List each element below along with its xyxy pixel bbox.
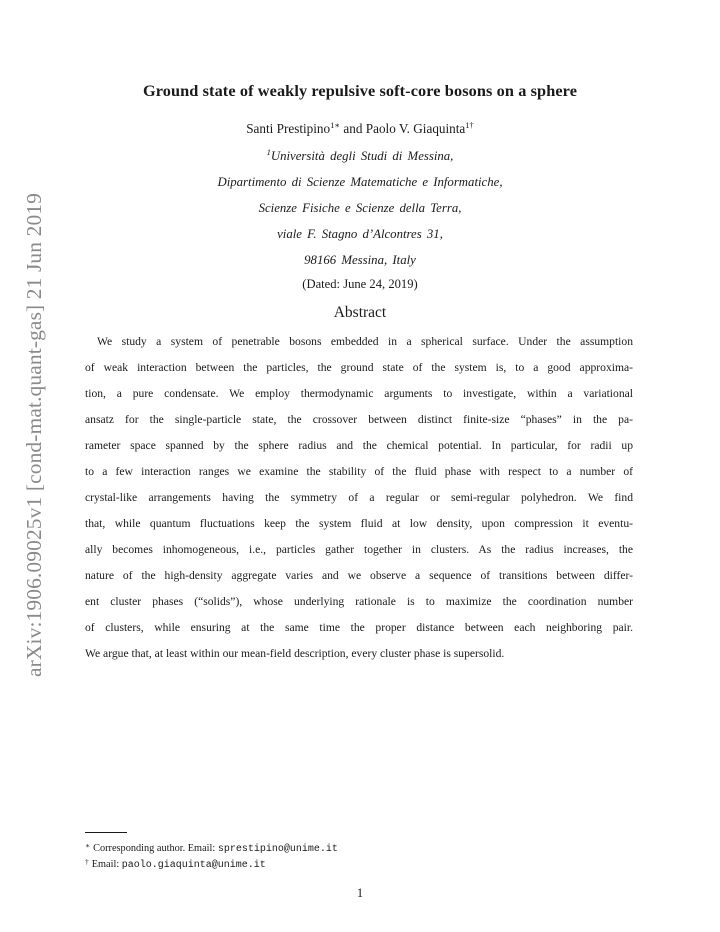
footnote-text: Corresponding author. Email:: [93, 843, 218, 854]
affiliation-block: [0, 146, 720, 276]
author-name: Paolo V. Giaquinta: [365, 121, 466, 136]
abstract-line: crystal-like arrangements having the symmetry of a regular or semi-regular polyhedron. We find: [85, 491, 633, 504]
footnote-rule: [85, 832, 127, 833]
abstract-line: rameter space spanned by the sphere radius and the chemical potential. In particular, for radii up: [85, 439, 633, 452]
date-line: (Dated: June 24, 2019): [302, 277, 418, 291]
author-marks: 1†: [465, 120, 474, 130]
abstract-heading: Abstract: [333, 304, 387, 321]
page-number: 1: [356, 886, 364, 900]
author-name: Santi Prestipino: [246, 121, 331, 136]
affiliation-mark: 1: [266, 147, 271, 157]
email-link[interactable]: paolo.giaquinta@unime.it: [121, 860, 266, 871]
affiliation-line: Scienze Fisiche e Scienze della Terra,: [258, 201, 462, 215]
author-list: [0, 121, 720, 137]
abstract-line: nature of the high-density aggregate varies and we observe a sequence of transitions between differ-: [85, 569, 633, 582]
abstract-line: We study a system of penetrable bosons embedded in a spherical surface. Under the assumption: [97, 335, 633, 348]
abstract-line: ally becomes inhomogeneous, i.e., particles gather together in clusters. As the radius increases, the: [85, 543, 633, 556]
footnotes: [85, 838, 338, 870]
email-link[interactable]: sprestipino@unime.it: [217, 844, 338, 855]
footnote-text: Email:: [91, 859, 122, 870]
footnote: [85, 838, 338, 854]
affiliation-line: $^1$Università degli Studi di Messina,: [266, 147, 454, 163]
affiliation-line: 98166 Messina, Italy: [304, 253, 416, 267]
affiliation-line: Dipartimento di Scienze Matematiche e Informatiche,: [217, 175, 503, 189]
footnote: [85, 854, 338, 870]
author-connector: and: [343, 121, 363, 136]
abstract-line: of weak interaction between the particles, the ground state of the system is, to a good approxima-: [85, 361, 633, 374]
author-marks: 1∗: [330, 120, 341, 130]
paper-title: Ground state of weakly repulsive soft-core bosons on a sphere: [142, 81, 578, 100]
abstract-line: of clusters, while ensuring at the same time the proper distance between each neighboring pair.: [85, 621, 633, 634]
affiliation-line: viale F. Stagno d’Alcontres 31,: [277, 227, 443, 241]
footnote-mark: †: [85, 857, 89, 866]
abstract-line: that, while quantum fluctuations keep the system fluid at low density, upon compression it eventu-: [85, 517, 633, 530]
abstract-line: We argue that, at least within our mean-field description, every cluster phase is supersolid.: [85, 647, 505, 660]
arxiv-identifier: arXiv:1906.09025v1 [cond-mat.quant-gas] 21 Jun 2019: [22, 193, 46, 677]
abstract-line: to a few interaction ranges we examine the stability of the fluid phase with respect to a number of: [85, 465, 633, 478]
abstract-line: ent cluster phases (“solids”), whose underlying rationale is to maximize the coordination number: [85, 595, 633, 608]
abstract-line: tion, a pure condensate. We employ thermodynamic arguments to investigate, within a variational: [85, 387, 633, 400]
footnote-mark: ∗: [85, 841, 91, 850]
abstract-body: [85, 331, 633, 669]
abstract-line: ansatz for the single-particle state, the crossover between distinct finite-size “phases” in the pa-: [85, 413, 633, 426]
